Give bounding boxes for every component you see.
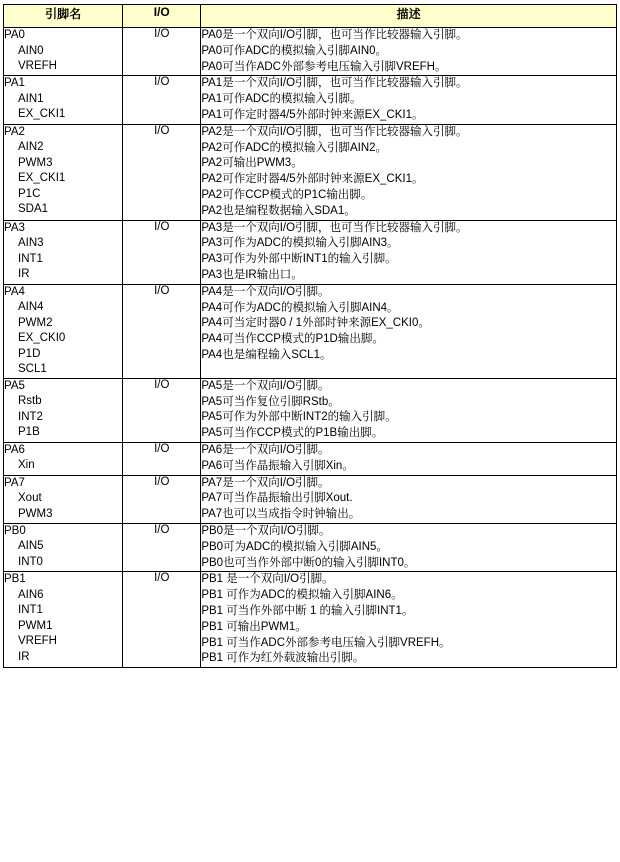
column-header-pin-name: 引脚名 <box>4 5 123 28</box>
io-cell: I/O <box>123 572 201 668</box>
pin-name: PA6 <box>4 443 25 456</box>
pin-description-table <box>3 4 617 668</box>
description-line: PB1 可当作ADC外部参考电压输入引脚VREFH。 <box>201 636 451 649</box>
io-cell: I/O <box>123 523 201 571</box>
description-line: PA2可输出PWM3。 <box>201 157 303 170</box>
description-line: PA3也是IR输出口。 <box>201 268 303 281</box>
pin-alt-function: PWM2 <box>18 316 53 329</box>
description-line: PA2可作ADC的模拟输入引脚AIN2。 <box>201 141 388 154</box>
pin-name: PA1 <box>4 77 25 90</box>
header-row <box>4 5 617 28</box>
description-cell <box>201 76 617 124</box>
pin-alt-function: AIN1 <box>18 92 44 105</box>
table-row <box>4 220 617 284</box>
pin-name: PB0 <box>4 524 26 537</box>
pin-name: PA5 <box>4 379 25 392</box>
pin-alt-function: P1C <box>18 187 41 200</box>
pin-name-cell <box>4 220 123 284</box>
pin-alt-function: AIN2 <box>18 141 44 154</box>
pin-name-cell <box>4 28 123 76</box>
pin-alt-function: PWM3 <box>18 156 53 169</box>
pin-alt-function: Rstb <box>18 395 42 408</box>
table-row <box>4 572 617 668</box>
description-line: PA4可当作CCP模式的P1D输出脚。 <box>201 333 384 346</box>
pin-alt-function: VREFH <box>18 635 57 648</box>
table-row <box>4 28 617 76</box>
pin-name-cell <box>4 124 123 220</box>
pin-alt-function: PWM1 <box>18 619 53 632</box>
table-row <box>4 475 617 523</box>
description-line: PB1 可作为红外载波输出引脚。 <box>201 652 365 665</box>
pin-alt-function: AIN3 <box>18 237 44 250</box>
io-cell: I/O <box>123 442 201 475</box>
description-line: PA5可作为外部中断INT2的输入引脚。 <box>201 411 397 424</box>
pin-name-cell <box>4 572 123 668</box>
description-line: PA2是一个双向I/O引脚，也可当作比较器输入引脚。 <box>201 125 468 138</box>
description-line: PA5可当作CCP模式的P1B输出脚。 <box>201 427 384 440</box>
table-row <box>4 523 617 571</box>
description-line: PA4是一个双向I/O引脚。 <box>201 285 330 298</box>
description-cell <box>201 475 617 523</box>
description-line: PA2也是编程数据输入SDA1。 <box>201 204 356 217</box>
pin-alt-function: PWM3 <box>18 507 53 520</box>
pin-alt-function: AIN5 <box>18 540 44 553</box>
pin-alt-function: INT1 <box>18 604 43 617</box>
table-row <box>4 124 617 220</box>
pin-name: PA3 <box>4 221 25 234</box>
pin-name: PA0 <box>4 29 25 41</box>
description-line: PA1可作ADC的模拟输入引脚。 <box>201 93 362 106</box>
description-line: PA7是一个双向I/O引脚。 <box>201 476 330 489</box>
pin-alt-function: INT0 <box>18 555 43 568</box>
table-row <box>4 76 617 124</box>
description-cell <box>201 284 617 378</box>
pin-alt-function: VREFH <box>18 60 57 72</box>
io-cell: I/O <box>123 28 201 76</box>
pin-alt-function: SCL1 <box>18 363 47 376</box>
description-line: PA5可当作复位引脚RStb。 <box>201 395 340 408</box>
description-line: PA1是一个双向I/O引脚，也可当作比较器输入引脚。 <box>201 77 468 90</box>
pin-alt-function: INT2 <box>18 410 43 423</box>
description-cell <box>201 220 617 284</box>
pin-name: PA7 <box>4 476 25 489</box>
column-header-description: 描述 <box>201 5 617 28</box>
pin-name-cell <box>4 475 123 523</box>
io-cell: I/O <box>123 76 201 124</box>
description-line: PB0也可当作外部中断0的输入引脚INT0。 <box>201 556 416 569</box>
io-cell: I/O <box>123 378 201 442</box>
pin-name-cell <box>4 378 123 442</box>
pin-name-cell <box>4 76 123 124</box>
description-line: PB0可为ADC的模拟输入引脚AIN5。 <box>201 540 388 553</box>
pin-name: PA4 <box>4 285 25 298</box>
description-line: PA3是一个双向I/O引脚，也可当作比较器输入引脚。 <box>201 221 468 234</box>
description-line: PA3可作为ADC的模拟输入引脚AIN3。 <box>201 237 399 250</box>
description-line: PA0可作ADC的模拟输入引脚AIN0。 <box>201 44 388 57</box>
description-cell <box>201 442 617 475</box>
pin-alt-function: EX_CKI0 <box>18 332 66 345</box>
description-cell <box>201 523 617 571</box>
table-body <box>4 28 617 668</box>
description-cell <box>201 378 617 442</box>
pin-alt-function: P1D <box>18 347 41 360</box>
description-line: PB1 是一个双向I/O引脚。 <box>201 573 334 586</box>
description-line: PA6可当作晶振输入引脚Xin。 <box>201 459 354 472</box>
pin-alt-function: EX_CKI1 <box>18 108 66 121</box>
description-line: PA3可作为外部中断INT1的输入引脚。 <box>201 253 397 266</box>
pin-alt-function: Xin <box>18 459 35 472</box>
description-cell <box>201 124 617 220</box>
table-row <box>4 378 617 442</box>
description-line: PB0是一个双向I/O引脚。 <box>201 524 331 537</box>
description-line: PA2可作CCP模式的P1C输出脚。 <box>201 188 373 201</box>
table-row <box>4 284 617 378</box>
description-line: PA0可当作ADC外部参考电压输入引脚VREFH。 <box>201 60 447 73</box>
description-line: PA1可作定时器4/5外部时钟来源EX_CKI1。 <box>201 108 424 121</box>
pin-alt-function: INT1 <box>18 252 43 265</box>
description-line: PB1 可输出PWM1。 <box>201 620 307 633</box>
description-line: PA6是一个双向I/O引脚。 <box>201 443 330 456</box>
pin-name: PB1 <box>4 573 26 586</box>
description-line: PA7可当作晶振输出引脚Xout. <box>201 492 353 505</box>
pin-name-cell <box>4 284 123 378</box>
description-line: PB1 可当作外部中断 1 的输入引脚INT1。 <box>201 604 414 617</box>
description-line: PA4可当定时器0 / 1外部时钟来源EX_CKI0。 <box>201 317 430 330</box>
pin-alt-function: P1B <box>18 426 40 439</box>
description-line: PA2可作定时器4/5外部时钟来源EX_CKI1。 <box>201 173 424 186</box>
column-header-io: I/O <box>123 5 201 28</box>
io-cell: I/O <box>123 475 201 523</box>
description-line: PB1 可作为ADC的模拟输入引脚AIN6。 <box>201 589 403 602</box>
pin-alt-function: IR <box>18 650 30 663</box>
pin-alt-function: Xout <box>18 492 42 505</box>
pin-alt-function: EX_CKI1 <box>18 172 66 185</box>
pin-name-cell <box>4 442 123 475</box>
description-line: PA7也可以当成指令时钟输出。 <box>201 508 361 521</box>
pin-alt-function: SDA1 <box>18 203 49 216</box>
pin-name-cell <box>4 523 123 571</box>
pin-alt-function: AIN0 <box>18 44 44 57</box>
io-cell: I/O <box>123 220 201 284</box>
description-cell <box>201 572 617 668</box>
pin-name: PA2 <box>4 125 25 138</box>
io-cell: I/O <box>123 124 201 220</box>
pin-alt-function: IR <box>18 268 30 281</box>
description-line: PA4可作为ADC的模拟输入引脚AIN4。 <box>201 301 399 314</box>
pin-alt-function: AIN6 <box>18 588 44 601</box>
table-header <box>4 5 617 28</box>
description-line: PA4也是编程输入SCL1。 <box>201 348 332 361</box>
pin-alt-function: AIN4 <box>18 301 44 314</box>
io-cell: I/O <box>123 284 201 378</box>
description-line: PA5是一个双向I/O引脚。 <box>201 379 330 392</box>
table-row <box>4 442 617 475</box>
description-line: PA0是一个双向I/O引脚，也可当作比较器输入引脚。 <box>201 29 468 41</box>
description-cell <box>201 28 617 76</box>
